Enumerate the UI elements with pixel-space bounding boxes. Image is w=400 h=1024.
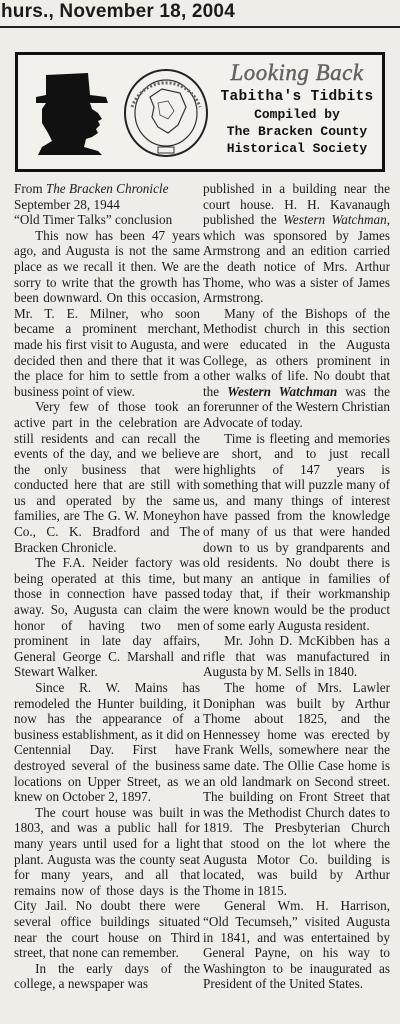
paragraph-5: The court house was built in 1803, and was a public hall for many years until used for a light plant. Augusta was the county seat for many years, and all that remains now of those days is the City Jail. No doubt there were several office buildings situated near the court house on Third street, that none can remember. xyxy=(14,804,200,961)
society-line-1: The Bracken County xyxy=(226,124,368,139)
historical-society-seal-icon xyxy=(122,67,210,159)
article-column-right xyxy=(203,181,390,992)
paragraph-6: In the early days of the college, a newspaper was xyxy=(14,960,200,992)
column-banner xyxy=(15,52,385,172)
paragraph-time-fleeting: Time is fleeting and memories are short, and to just recall highlights of 147 years is something that will puzzle many of us, and many things of interest have passed from the knowledge of many of us that were handed down to us by grandparents and old residents. No doubt there is many an antique in families of today that, if their workmanship were known would be the product of some early Augusta resident. xyxy=(203,430,390,633)
paragraph-bishops: Many of the Bishops of the Methodist church in this section were educated in the Augusta College, as others prominent in other walks of life. No doubt that the Western Watchman was the forerunner of the Western Christian Advocate of today. xyxy=(203,305,390,430)
compiled-by-line: Compiled by xyxy=(254,107,340,122)
colonial-silhouette-icon xyxy=(32,69,114,155)
paragraph-rifle: Mr. John D. McKibben has a rifle that was manufactured in Augusta by M. Sells in 1840. xyxy=(203,633,390,680)
source-date: September 28, 1944 xyxy=(14,196,120,212)
paragraph-3: The F.A. Neider factory was being operated at this time, but those in connection have passed away. So, Augusta can claim the honor of having two men prominent in late day affairs, General George C. Marshall and Stewart Walker. xyxy=(14,555,200,680)
paragraph-2: Very few of those took an active part in the celebration are still residents and can recall the events of the day, and we believe the only business that were conducted here that are still with us and operated by the same families, are The G. W. Moneyhon Co., C. K. Bradford and The Bracken Chronicle. xyxy=(14,399,200,555)
paragraph-continued: published in a building near the court house. H. H. Kavanaugh published the Western Watchman, which was sponsored by James Armstrong and an edition carried the death notice of Mrs. Arthur Thome, who was a sister of James Armstrong. xyxy=(203,181,390,306)
article-column-left xyxy=(14,181,200,992)
source-publication: The Bracken Chronicle xyxy=(45,181,169,196)
paragraph-4: Since R. W. Mains has remodeled the Hunter building, it now has the appearance of a business establishment, as it did on Centennial Day. First have destroyed several of the business locations on Upper Street, as we knew on October 2, 1897. xyxy=(14,680,200,805)
paragraph-homes: The home of Mrs. Lawler Doniphan was built by Arthur Thome about 1825, and the Hennessey home was erected by Frank Wells, somewhere near the same date. The Ollie Case home is an old landmark on Second street. The building on Front Street that was the Methodist Church dates to 1819. The Presbyterian Church that stood on the lot where the Augusta Motor Co. building is located, was build by Arthur Thome in 1815. xyxy=(203,680,390,898)
society-line-2: Historical Society xyxy=(226,141,368,156)
looking-back-heading: Looking Back xyxy=(230,60,364,85)
source-line: From The Bracken Chronicle xyxy=(14,181,169,196)
column-credit xyxy=(208,89,386,157)
paragraph-1: This now has been 47 years ago, and Augusta is not the same place as we recall it then. We are sorry to write that the growth has been downward. On this occasion, Mr. T. E. Milner, who soon became a prominent merchant, made his first visit to Augusta, and decided then and there that it was the place for him to settle from a business point of view. xyxy=(14,227,200,399)
column-title: Tabitha's Tidbits xyxy=(220,89,374,105)
header-rule xyxy=(0,26,400,28)
issue-dateline: hurs., November 18, 2004 xyxy=(1,1,235,22)
publication-name-bold: Western Watchman xyxy=(227,383,338,399)
paragraph-harrison: General Wm. H. Harrison, “Old Tecumseh,” visited Augusta in 1841, and was entertained by General Payne, on his way to Washington to be inaugurated as President of the United States. xyxy=(203,898,390,992)
publication-name: Western Watchman xyxy=(283,212,387,228)
article-subtitle: “Old Timer Talks” conclusion xyxy=(14,212,173,228)
